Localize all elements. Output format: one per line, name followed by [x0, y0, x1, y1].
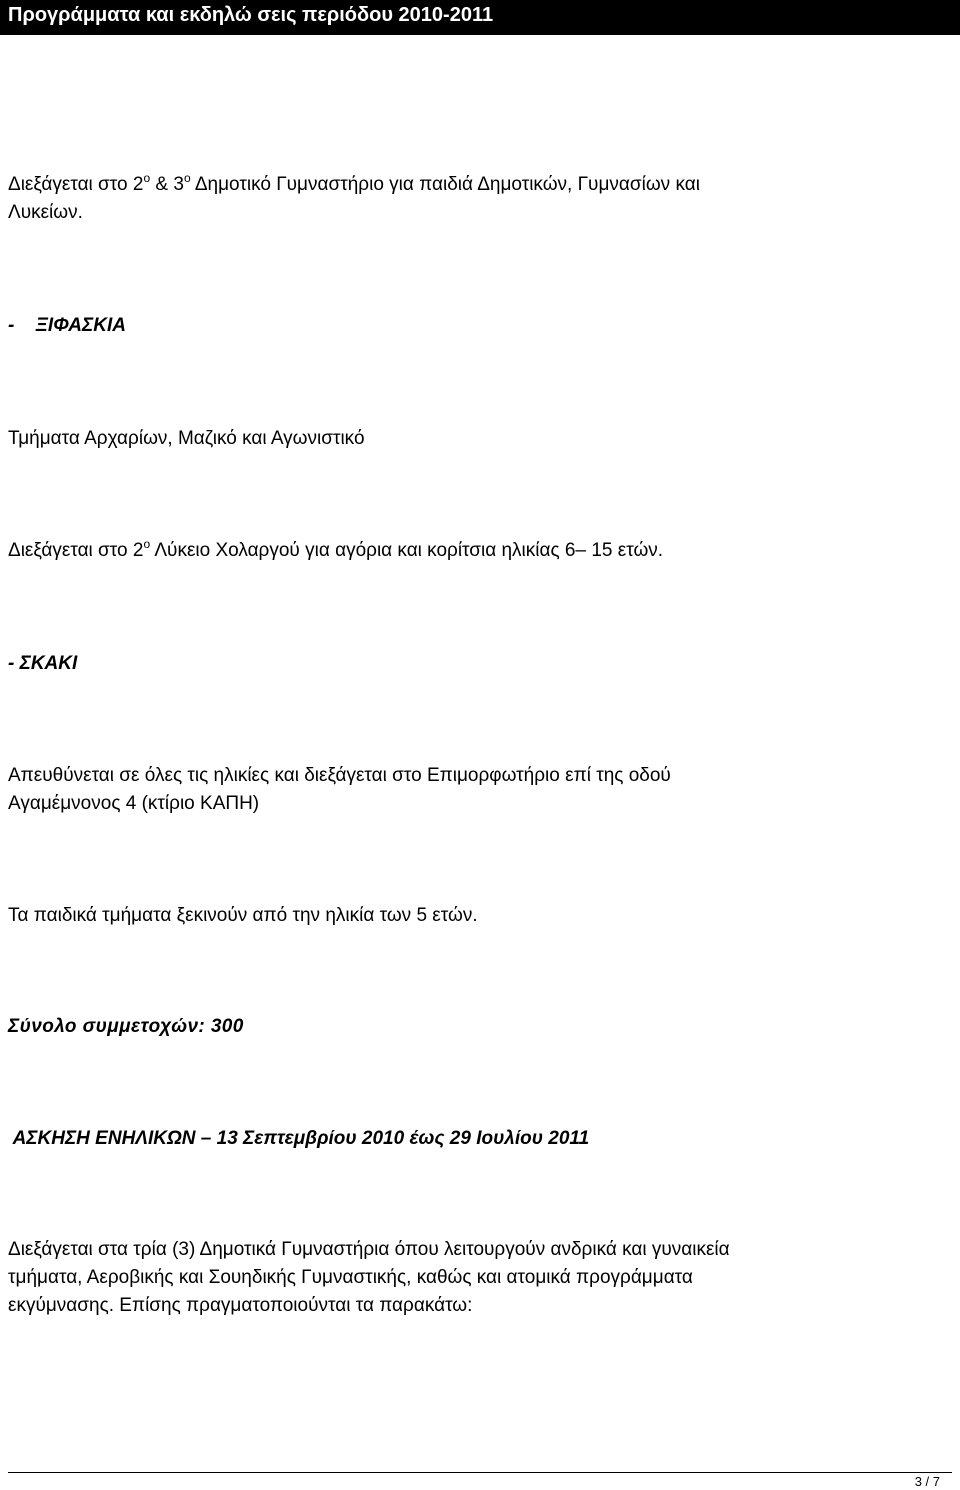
ordinal-superscript: ο — [143, 537, 151, 551]
page-title: Προγράμματα και εκδηλώ σεις περιόδου 2010-2011 — [8, 4, 494, 26]
fencing-location — [8, 537, 663, 565]
intro-paragraph-line-1 — [8, 171, 700, 199]
chess-heading: - ΣΚΑΚΙ — [8, 653, 78, 674]
fencing-location-text-a: Διεξάγεται στο 2 — [8, 540, 144, 561]
page-header — [0, 0, 960, 35]
adult-paragraph-line-3: εκγύμνασης. Επίσης πραγματοποιούνται τα παρακάτω: — [8, 1295, 473, 1316]
intro-text-b: & 3 — [150, 174, 184, 195]
fencing-location-text-b: Λύκειο Χολαργού για αγόρια και κορίτσια ηλικίας 6– 15 ετών. — [150, 540, 664, 561]
adult-paragraph-line-2: τμήματα, Αεροβικής και Σουηδικής Γυμναστικής, καθώς και ατομικά προγράμματα — [8, 1267, 693, 1288]
page-number: 3 / 7 — [914, 1474, 940, 1489]
intro-text-a: Διεξάγεται στο 2 — [8, 174, 144, 195]
adult-exercise-heading: ΑΣΚΗΣΗ ΕΝΗΛΙΚΩΝ – 13 Σεπτεμβρίου 2010 έως 29 Ιουλίου 2011 — [8, 1128, 590, 1149]
ordinal-superscript: ο — [143, 171, 151, 185]
chess-description-line-1: Απευθύνεται σε όλες τις ηλικίες και διεξάγεται στο Επιμορφωτήριο επί της οδού — [8, 765, 671, 786]
intro-text-c: Δημοτικό Γυμναστήριο για παιδιά Δημοτικών, Γυμνασίων και — [190, 174, 700, 195]
intro-paragraph-line-2: Λυκείων. — [8, 202, 83, 223]
fencing-groups: Τμήματα Αρχαρίων, Μαζικό και Αγωνιστικό — [8, 428, 365, 449]
fencing-heading: - ΞΙΦΑΣΚΙΑ — [8, 315, 126, 336]
chess-kids-note: Τα παιδικά τμήματα ξεκινούν από την ηλικία των 5 ετών. — [8, 905, 478, 926]
total-participations: Σύνολο συμμετοχών: 300 — [8, 1016, 244, 1037]
adult-paragraph-line-1: Διεξάγεται στα τρία (3) Δημοτικά Γυμναστήρια όπου λειτουργούν ανδρικά και γυναικεία — [8, 1239, 730, 1260]
ordinal-superscript: ο — [183, 171, 191, 185]
chess-description-line-2: Αγαμέμνονος 4 (κτίριο ΚΑΠΗ) — [8, 793, 260, 814]
footer-divider — [8, 1472, 952, 1473]
